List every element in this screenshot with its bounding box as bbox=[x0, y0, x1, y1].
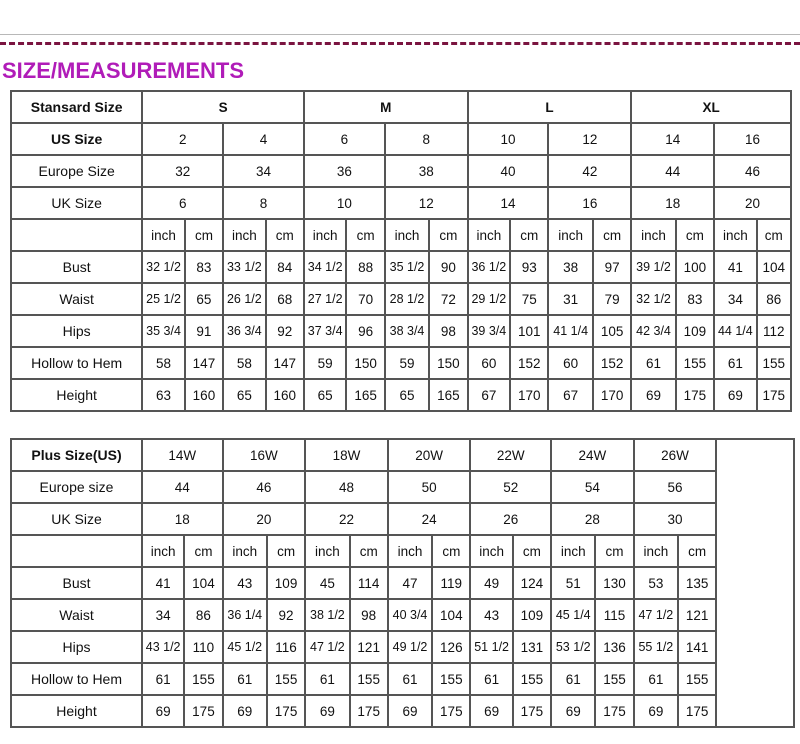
measurement-label: Height bbox=[11, 379, 142, 411]
unit-row bbox=[11, 219, 791, 251]
row-label: UK Size bbox=[11, 187, 142, 219]
measurement-value: 84 bbox=[266, 251, 304, 283]
empty-cell bbox=[11, 219, 142, 251]
measurement-value: 160 bbox=[185, 379, 223, 411]
measurement-value: 124 bbox=[513, 567, 551, 599]
unit-cm: cm bbox=[184, 535, 222, 567]
measurement-value: 43 1/2 bbox=[142, 631, 184, 663]
unit-row bbox=[11, 535, 794, 567]
measurement-value: 38 bbox=[548, 251, 592, 283]
measurement-value: 92 bbox=[267, 599, 305, 631]
measurement-value: 42 3/4 bbox=[631, 315, 675, 347]
measurement-value: 90 bbox=[429, 251, 467, 283]
measurement-row bbox=[11, 347, 791, 379]
size-value: 12 bbox=[548, 123, 631, 155]
measurement-value: 33 1/2 bbox=[223, 251, 265, 283]
unit-cm: cm bbox=[346, 219, 384, 251]
measurement-value: 60 bbox=[468, 347, 510, 379]
measurement-value: 152 bbox=[510, 347, 548, 379]
size-value: 46 bbox=[223, 471, 306, 503]
measurement-value: 69 bbox=[631, 379, 675, 411]
size-value: 28 bbox=[551, 503, 634, 535]
unit-cm: cm bbox=[513, 535, 551, 567]
measurement-value: 165 bbox=[429, 379, 467, 411]
measurement-value: 100 bbox=[676, 251, 714, 283]
measurement-value: 130 bbox=[595, 567, 633, 599]
size-value: 18 bbox=[631, 187, 714, 219]
measurement-value: 39 1/2 bbox=[631, 251, 675, 283]
size-value: 12 bbox=[385, 187, 468, 219]
measurement-value: 86 bbox=[184, 599, 222, 631]
unit-cm: cm bbox=[595, 535, 633, 567]
measurement-row bbox=[11, 315, 791, 347]
size-value: 22 bbox=[305, 503, 388, 535]
measurement-value: 150 bbox=[429, 347, 467, 379]
measurement-value: 155 bbox=[678, 663, 716, 695]
size-value: 30 bbox=[634, 503, 717, 535]
size-value: 16 bbox=[714, 123, 791, 155]
measurement-value: 60 bbox=[548, 347, 592, 379]
measurement-value: 37 3/4 bbox=[304, 315, 346, 347]
size-value: 18 bbox=[142, 503, 223, 535]
measurement-value: 34 bbox=[714, 283, 756, 315]
size-value: 20 bbox=[714, 187, 791, 219]
measurement-value: 43 bbox=[470, 599, 512, 631]
measurement-value: 69 bbox=[634, 695, 678, 727]
unit-cm: cm bbox=[593, 219, 631, 251]
unit-cm: cm bbox=[185, 219, 223, 251]
standard-size-table bbox=[10, 90, 792, 412]
measurement-label: Waist bbox=[11, 599, 142, 631]
measurement-value: 155 bbox=[676, 347, 714, 379]
measurement-value: 61 bbox=[388, 663, 432, 695]
measurement-value: 36 1/4 bbox=[223, 599, 267, 631]
measurement-value: 119 bbox=[432, 567, 470, 599]
measurement-value: 65 bbox=[385, 379, 429, 411]
measurement-value: 109 bbox=[676, 315, 714, 347]
table-row bbox=[11, 471, 794, 503]
measurement-value: 175 bbox=[267, 695, 305, 727]
measurement-value: 175 bbox=[757, 379, 791, 411]
measurement-value: 41 bbox=[714, 251, 756, 283]
measurement-value: 91 bbox=[185, 315, 223, 347]
size-value: 46 bbox=[714, 155, 791, 187]
measurement-value: 59 bbox=[385, 347, 429, 379]
measurement-value: 175 bbox=[678, 695, 716, 727]
measurement-row bbox=[11, 567, 794, 599]
size-value: 14 bbox=[468, 187, 549, 219]
page-title: SIZE/MEASUREMENTS bbox=[2, 58, 245, 83]
plus-size-table bbox=[10, 438, 795, 728]
size-value: 48 bbox=[305, 471, 388, 503]
measurement-value: 28 1/2 bbox=[385, 283, 429, 315]
unit-cm: cm bbox=[678, 535, 716, 567]
measurement-label: Bust bbox=[11, 567, 142, 599]
measurement-label: Hips bbox=[11, 631, 142, 663]
measurement-value: 41 bbox=[142, 567, 184, 599]
measurement-value: 93 bbox=[510, 251, 548, 283]
measurement-value: 69 bbox=[551, 695, 595, 727]
measurement-value: 69 bbox=[714, 379, 756, 411]
row-label: US Size bbox=[11, 123, 142, 155]
measurement-value: 147 bbox=[266, 347, 304, 379]
measurement-value: 43 bbox=[223, 567, 267, 599]
measurement-value: 49 1/2 bbox=[388, 631, 432, 663]
empty-cell bbox=[11, 535, 142, 567]
measurement-value: 69 bbox=[223, 695, 267, 727]
size-value: 10 bbox=[468, 123, 549, 155]
measurement-value: 131 bbox=[513, 631, 551, 663]
size-value: 36 bbox=[304, 155, 385, 187]
measurement-value: 155 bbox=[184, 663, 222, 695]
measurement-value: 160 bbox=[266, 379, 304, 411]
unit-inch: inch bbox=[551, 535, 595, 567]
measurement-value: 61 bbox=[634, 663, 678, 695]
measurement-value: 109 bbox=[513, 599, 551, 631]
measurement-value: 55 1/2 bbox=[634, 631, 678, 663]
plus-size-value: 24W bbox=[551, 439, 634, 471]
measurement-value: 51 1/2 bbox=[470, 631, 512, 663]
plus-size-value: 18W bbox=[305, 439, 388, 471]
size-value: 26 bbox=[470, 503, 551, 535]
measurement-value: 110 bbox=[184, 631, 222, 663]
measurement-value: 45 1/4 bbox=[551, 599, 595, 631]
measurement-value: 83 bbox=[676, 283, 714, 315]
size-value: 44 bbox=[142, 471, 223, 503]
measurement-value: 38 3/4 bbox=[385, 315, 429, 347]
measurement-value: 155 bbox=[350, 663, 388, 695]
measurement-value: 63 bbox=[142, 379, 184, 411]
size-value: 10 bbox=[304, 187, 385, 219]
row-label: Europe Size bbox=[11, 155, 142, 187]
unit-inch: inch bbox=[223, 219, 265, 251]
row-label: Europe size bbox=[11, 471, 142, 503]
measurement-value: 58 bbox=[142, 347, 184, 379]
measurement-value: 69 bbox=[470, 695, 512, 727]
measurement-value: 67 bbox=[548, 379, 592, 411]
unit-inch: inch bbox=[631, 219, 675, 251]
unit-inch: inch bbox=[634, 535, 678, 567]
unit-inch: inch bbox=[142, 219, 184, 251]
measurement-value: 79 bbox=[593, 283, 631, 315]
measurement-value: 88 bbox=[346, 251, 384, 283]
measurement-value: 61 bbox=[714, 347, 756, 379]
unit-cm: cm bbox=[429, 219, 467, 251]
table-row bbox=[11, 187, 791, 219]
measurement-value: 69 bbox=[305, 695, 349, 727]
measurement-value: 175 bbox=[513, 695, 551, 727]
unit-inch: inch bbox=[714, 219, 756, 251]
measurement-value: 83 bbox=[185, 251, 223, 283]
measurement-value: 175 bbox=[350, 695, 388, 727]
measurement-value: 86 bbox=[757, 283, 791, 315]
unit-inch: inch bbox=[223, 535, 267, 567]
measurement-value: 104 bbox=[432, 599, 470, 631]
measurement-value: 115 bbox=[595, 599, 633, 631]
measurement-value: 35 1/2 bbox=[385, 251, 429, 283]
table-row bbox=[11, 155, 791, 187]
measurement-label: Waist bbox=[11, 283, 142, 315]
measurement-value: 155 bbox=[267, 663, 305, 695]
row-header-plus-size: Plus Size(US) bbox=[11, 439, 142, 471]
measurement-value: 47 1/2 bbox=[634, 599, 678, 631]
measurement-value: 38 1/2 bbox=[305, 599, 349, 631]
measurement-value: 98 bbox=[350, 599, 388, 631]
measurement-value: 39 3/4 bbox=[468, 315, 510, 347]
unit-cm: cm bbox=[510, 219, 548, 251]
size-value: 14 bbox=[631, 123, 714, 155]
unit-cm: cm bbox=[267, 535, 305, 567]
empty-column bbox=[716, 439, 794, 727]
plus-size-value: 14W bbox=[142, 439, 223, 471]
row-header-standard-size: Stansard Size bbox=[11, 91, 142, 123]
measurement-value: 53 1/2 bbox=[551, 631, 595, 663]
unit-inch: inch bbox=[468, 219, 510, 251]
measurement-value: 59 bbox=[304, 347, 346, 379]
measurement-value: 36 1/2 bbox=[468, 251, 510, 283]
unit-cm: cm bbox=[266, 219, 304, 251]
size-value: 34 bbox=[223, 155, 304, 187]
measurement-value: 126 bbox=[432, 631, 470, 663]
measurement-value: 51 bbox=[551, 567, 595, 599]
table-row bbox=[11, 503, 794, 535]
measurement-value: 175 bbox=[676, 379, 714, 411]
measurement-value: 101 bbox=[510, 315, 548, 347]
measurement-value: 49 bbox=[470, 567, 512, 599]
size-value: 8 bbox=[223, 187, 304, 219]
measurement-label: Bust bbox=[11, 251, 142, 283]
measurement-value: 61 bbox=[470, 663, 512, 695]
size-group-header: L bbox=[468, 91, 632, 123]
measurement-value: 98 bbox=[429, 315, 467, 347]
measurement-value: 69 bbox=[388, 695, 432, 727]
measurement-value: 47 1/2 bbox=[305, 631, 349, 663]
measurement-value: 61 bbox=[142, 663, 184, 695]
measurement-value: 104 bbox=[757, 251, 791, 283]
measurement-value: 112 bbox=[757, 315, 791, 347]
size-group-header: XL bbox=[631, 91, 791, 123]
measurement-row bbox=[11, 251, 791, 283]
measurement-value: 67 bbox=[468, 379, 510, 411]
measurement-value: 69 bbox=[142, 695, 184, 727]
measurement-value: 105 bbox=[593, 315, 631, 347]
plus-size-value: 26W bbox=[634, 439, 717, 471]
measurement-value: 61 bbox=[305, 663, 349, 695]
measurement-value: 65 bbox=[223, 379, 265, 411]
measurement-row bbox=[11, 379, 791, 411]
measurement-value: 45 bbox=[305, 567, 349, 599]
header-row bbox=[11, 91, 791, 123]
measurement-value: 40 3/4 bbox=[388, 599, 432, 631]
measurement-value: 72 bbox=[429, 283, 467, 315]
measurement-value: 92 bbox=[266, 315, 304, 347]
size-value: 42 bbox=[548, 155, 631, 187]
measurement-value: 175 bbox=[432, 695, 470, 727]
measurement-value: 29 1/2 bbox=[468, 283, 510, 315]
measurement-label: Hollow to Hem bbox=[11, 347, 142, 379]
unit-inch: inch bbox=[305, 535, 349, 567]
unit-inch: inch bbox=[470, 535, 512, 567]
measurement-value: 68 bbox=[266, 283, 304, 315]
table-row bbox=[11, 123, 791, 155]
size-value: 20 bbox=[223, 503, 306, 535]
measurement-value: 147 bbox=[185, 347, 223, 379]
measurement-row bbox=[11, 631, 794, 663]
size-value: 54 bbox=[551, 471, 634, 503]
measurement-value: 44 1/4 bbox=[714, 315, 756, 347]
unit-inch: inch bbox=[385, 219, 429, 251]
plus-size-value: 16W bbox=[223, 439, 306, 471]
measurement-value: 70 bbox=[346, 283, 384, 315]
size-value: 2 bbox=[142, 123, 223, 155]
size-value: 4 bbox=[223, 123, 304, 155]
header-row bbox=[11, 439, 794, 471]
size-value: 52 bbox=[470, 471, 551, 503]
measurement-value: 36 3/4 bbox=[223, 315, 265, 347]
size-value: 38 bbox=[385, 155, 468, 187]
size-value: 50 bbox=[388, 471, 471, 503]
measurement-value: 109 bbox=[267, 567, 305, 599]
measurement-row bbox=[11, 599, 794, 631]
measurement-value: 121 bbox=[350, 631, 388, 663]
unit-inch: inch bbox=[548, 219, 592, 251]
measurement-value: 65 bbox=[185, 283, 223, 315]
measurement-value: 155 bbox=[757, 347, 791, 379]
size-value: 32 bbox=[142, 155, 223, 187]
measurement-value: 116 bbox=[267, 631, 305, 663]
measurement-label: Hollow to Hem bbox=[11, 663, 142, 695]
measurement-value: 135 bbox=[678, 567, 716, 599]
measurement-value: 75 bbox=[510, 283, 548, 315]
measurement-value: 155 bbox=[432, 663, 470, 695]
measurement-row bbox=[11, 283, 791, 315]
measurement-value: 47 bbox=[388, 567, 432, 599]
measurement-value: 32 1/2 bbox=[142, 251, 184, 283]
size-value: 8 bbox=[385, 123, 468, 155]
measurement-value: 26 1/2 bbox=[223, 283, 265, 315]
unit-cm: cm bbox=[757, 219, 791, 251]
dashed-divider bbox=[0, 42, 800, 45]
measurement-value: 61 bbox=[223, 663, 267, 695]
measurement-value: 121 bbox=[678, 599, 716, 631]
measurement-value: 150 bbox=[346, 347, 384, 379]
size-value: 16 bbox=[548, 187, 631, 219]
unit-cm: cm bbox=[350, 535, 388, 567]
measurement-value: 58 bbox=[223, 347, 265, 379]
measurement-value: 96 bbox=[346, 315, 384, 347]
measurement-value: 61 bbox=[551, 663, 595, 695]
measurement-value: 41 1/4 bbox=[548, 315, 592, 347]
unit-inch: inch bbox=[142, 535, 184, 567]
plus-size-value: 22W bbox=[470, 439, 551, 471]
measurement-value: 165 bbox=[346, 379, 384, 411]
size-value: 6 bbox=[142, 187, 223, 219]
measurement-row bbox=[11, 663, 794, 695]
measurement-value: 155 bbox=[513, 663, 551, 695]
size-value: 24 bbox=[388, 503, 471, 535]
row-label: UK Size bbox=[11, 503, 142, 535]
measurement-value: 97 bbox=[593, 251, 631, 283]
measurement-value: 34 1/2 bbox=[304, 251, 346, 283]
unit-inch: inch bbox=[304, 219, 346, 251]
size-group-header: S bbox=[142, 91, 304, 123]
measurement-value: 27 1/2 bbox=[304, 283, 346, 315]
size-group-header: M bbox=[304, 91, 468, 123]
measurement-value: 61 bbox=[631, 347, 675, 379]
measurement-value: 136 bbox=[595, 631, 633, 663]
size-value: 56 bbox=[634, 471, 717, 503]
measurement-value: 152 bbox=[593, 347, 631, 379]
unit-cm: cm bbox=[432, 535, 470, 567]
unit-inch: inch bbox=[388, 535, 432, 567]
measurement-value: 104 bbox=[184, 567, 222, 599]
size-value: 6 bbox=[304, 123, 385, 155]
plus-size-value: 20W bbox=[388, 439, 471, 471]
unit-cm: cm bbox=[676, 219, 714, 251]
measurement-label: Height bbox=[11, 695, 142, 727]
measurement-value: 170 bbox=[510, 379, 548, 411]
measurement-label: Hips bbox=[11, 315, 142, 347]
measurement-value: 53 bbox=[634, 567, 678, 599]
size-value: 40 bbox=[468, 155, 549, 187]
measurement-value: 141 bbox=[678, 631, 716, 663]
measurement-value: 34 bbox=[142, 599, 184, 631]
top-divider-line bbox=[0, 34, 800, 35]
measurement-value: 45 1/2 bbox=[223, 631, 267, 663]
measurement-value: 170 bbox=[593, 379, 631, 411]
measurement-value: 175 bbox=[595, 695, 633, 727]
measurement-value: 175 bbox=[184, 695, 222, 727]
measurement-value: 114 bbox=[350, 567, 388, 599]
measurement-value: 155 bbox=[595, 663, 633, 695]
measurement-value: 35 3/4 bbox=[142, 315, 184, 347]
measurement-value: 25 1/2 bbox=[142, 283, 184, 315]
measurement-value: 65 bbox=[304, 379, 346, 411]
measurement-value: 32 1/2 bbox=[631, 283, 675, 315]
size-value: 44 bbox=[631, 155, 714, 187]
measurement-row bbox=[11, 695, 794, 727]
measurement-value: 31 bbox=[548, 283, 592, 315]
